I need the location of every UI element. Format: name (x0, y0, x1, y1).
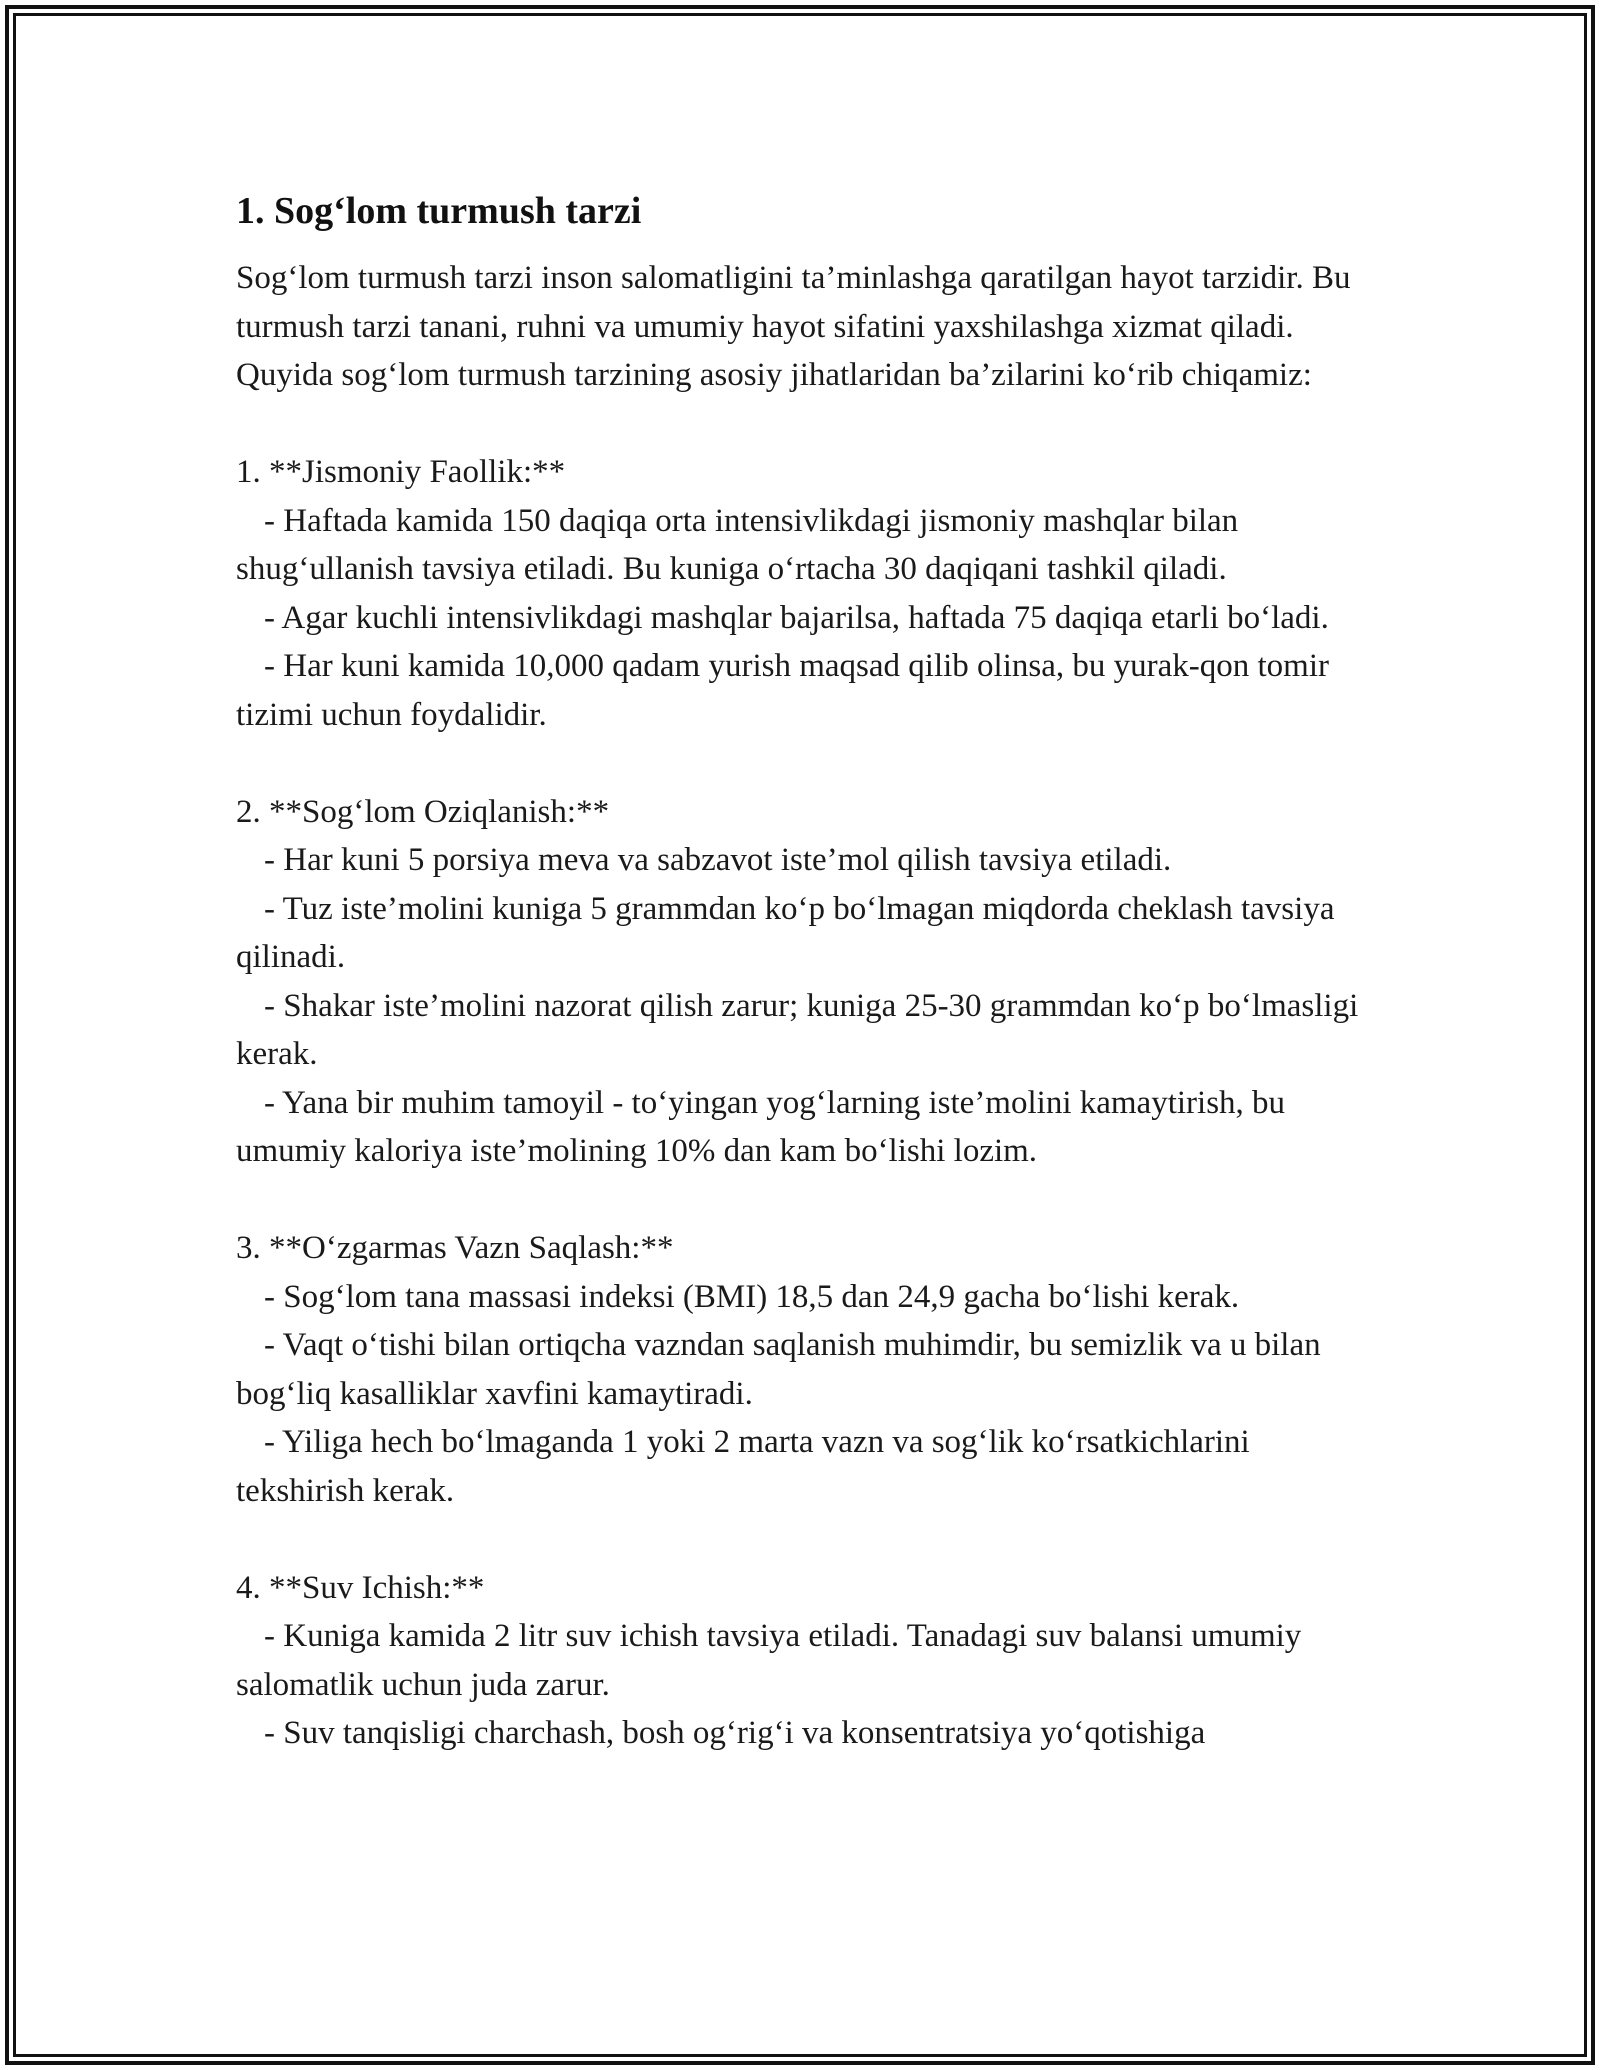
bullet-item: - Haftada kamida 150 daqiqa orta intensivlikdagi jismoniy mashqlar bilan shug‘ullanish tavsiya etiladi. Bu kuniga o‘rtacha 30 daqiqani tashkil qiladi. (236, 502, 1239, 587)
bullet-item: - Shakar iste’molini nazorat qilish zarur; kuniga 25-30 grammdan ko‘p bo‘lmasligi kerak. (236, 987, 1359, 1072)
bullet-item: - Kuniga kamida 2 litr suv ichish tavsiya etiladi. Tanadagi suv balansi umumiy salomatlik uchun juda zarur. (236, 1618, 1302, 1703)
spacer (236, 1515, 1376, 1564)
section-heading: 3. **O‘zgarmas Vazn Saqlash:** (236, 1230, 674, 1266)
document-title: 1. Sog‘lom turmush tarzi (236, 190, 642, 232)
intro-paragraph: Sog‘lom turmush tarzi inson salomatligini ta’minlashga qaratilgan hayot tarzidir. Bu turmush tarzi tanani, ruhni va umumiy hayot sifatini yaxshilashga xizmat qiladi. Quyida sog‘lom turmush tarzining asosiy jihatlaridan ba’zilarini ko‘rib chiqamiz: (236, 260, 1351, 393)
document-text (236, 254, 1376, 1758)
bullet-item: - Sog‘lom tana massasi indeksi (BMI) 18,5 dan 24,9 gacha bo‘lishi kerak. (264, 1278, 1240, 1315)
section-water-intake (236, 1564, 1376, 1758)
spacer (236, 739, 1376, 788)
bullet-item: - Har kuni 5 porsiya meva va sabzavot iste’mol qilish tavsiya etiladi. (264, 842, 1172, 878)
section-heading: 2. **Sog‘lom Oziqlanish:** (236, 793, 610, 830)
spacer (236, 1176, 1376, 1225)
bullet-item: - Vaqt o‘tishi bilan ortiqcha vazndan saqlanish muhimdir, bu semizlik va u bilan bog‘liq kasalliklar xavfini kamaytiradi. (236, 1327, 1321, 1412)
section-stable-weight (236, 1224, 1376, 1515)
spacer (236, 400, 1376, 449)
bullet-item: - Agar kuchli intensivlikdagi mashqlar bajarilsa, haftada 75 daqiqa etarli bo‘ladi. (264, 599, 1329, 636)
bullet-item: - Yana bir muhim tamoyil - to‘yingan yog‘larning iste’molini kamaytirish, bu umumiy kaloriya iste’molining 10% dan kam bo‘lishi lozim. (236, 1084, 1286, 1169)
bullet-item: - Yiliga hech bo‘lmaganda 1 yoki 2 marta vazn va sog‘lik ko‘rsatkichlarini tekshirish kerak. (236, 1424, 1250, 1509)
bullet-item: - Tuz iste’molini kuniga 5 grammdan ko‘p bo‘lmagan miqdorda cheklash tavsiya qilinadi. (236, 890, 1335, 975)
section-heading: 1. **Jismoniy Faollik:** (236, 454, 566, 490)
section-heading: 4. **Suv Ichish:** (236, 1569, 485, 1606)
section-physical-activity (236, 448, 1376, 739)
section-healthy-nutrition (236, 788, 1376, 1176)
bullet-item: - Suv tanqisligi charchash, bosh og‘rig‘i va konsentratsiya yo‘qotishiga (264, 1715, 1206, 1751)
document-body (236, 186, 1376, 1758)
bullet-item: - Har kuni kamida 10,000 qadam yurish maqsad qilib olinsa, bu yurak-qon tomir tizimi uchun foydalidir. (236, 648, 1329, 733)
